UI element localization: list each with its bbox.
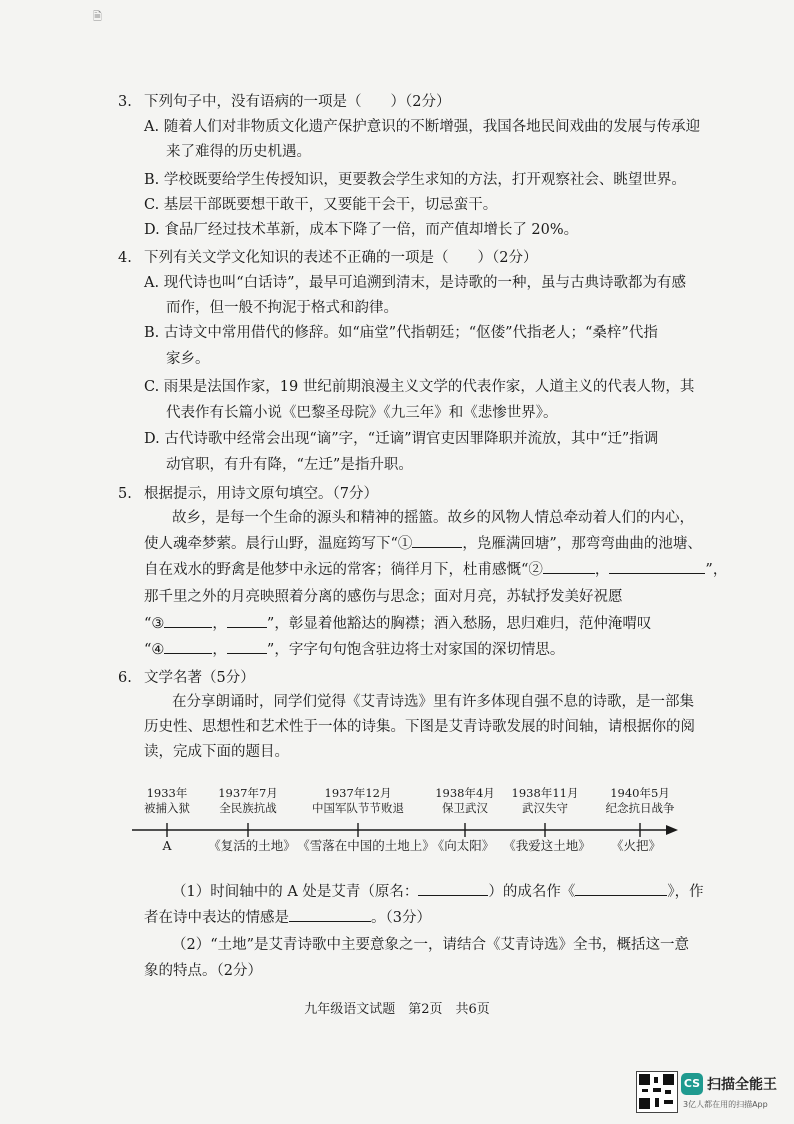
option-d: D. 古代诗歌中经常会出现“谪”字，“迁谪”谓官吏因罪降职并流放，其中“迁”指调: [144, 431, 659, 447]
option-a: A. 现代诗也叫“白话诗”，最早可追溯到清末，是诗歌的一种，虽与古典诗歌都为有感: [144, 275, 687, 291]
answer-blank-4b[interactable]: [227, 639, 267, 654]
timeline-work: A: [162, 838, 172, 853]
timeline-event: 1938年4月 保卫武汉: [435, 786, 495, 815]
passage-text: ”，彰显着他豁达的胸襟；酒入愁肠，思归难归，范仲淹喟叹: [266, 616, 652, 632]
camscanner-logo: CS: [681, 1073, 703, 1095]
passage-line: 那千里之外的月亮映照着分离的感伤与思念；面对月亮，苏轼抒发美好祝愿: [144, 589, 623, 605]
passage-text: ，凫雁满回塘”，那弯弯曲曲的池塘、: [462, 536, 702, 552]
passage-line: [144, 639, 564, 660]
passage-text: ，: [594, 562, 610, 578]
answer-blank-3a[interactable]: [164, 613, 212, 628]
passage-line: [144, 533, 702, 554]
timeline-event: 1937年12月 中国军队节节败退: [312, 786, 404, 815]
question-stem: 根据提示，用诗文原句填空。（7分）: [144, 486, 378, 502]
camscanner-tagline: 3亿人都在用的扫描App: [683, 1100, 768, 1109]
question-number: 6.: [118, 670, 132, 686]
question-stem: 下列有关文学文化知识的表述不正确的一项是（ ）（2分）: [144, 250, 538, 266]
question-number: 5.: [118, 486, 132, 502]
option-a-cont: 来了难得的历史机遇。: [166, 144, 311, 160]
sub-question-text: 》，作: [667, 884, 704, 900]
sub-question-1: [172, 881, 704, 902]
answer-blank-2a[interactable]: [543, 559, 595, 574]
timeline-work: 《火把》: [610, 838, 662, 853]
option-d-cont: 动官职，有升有降，“左迁”是指升职。: [166, 457, 413, 473]
passage-text: 自在戏水的野禽是他梦中永远的常客；徜徉月下，杜甫感慨“②: [144, 562, 543, 578]
answer-blank-2b[interactable]: [609, 559, 705, 574]
passage-text: ，: [212, 642, 227, 658]
answer-blank-emotion[interactable]: [289, 907, 371, 922]
passage-text: ”，: [705, 562, 728, 578]
passage-text: “④: [144, 642, 165, 658]
timeline-work: 《复活的土地》: [208, 838, 296, 853]
answer-blank-name[interactable]: [418, 881, 488, 896]
passage-line: [144, 613, 651, 634]
timeline-event: 1933年 被捕入狱: [144, 786, 190, 815]
sub-question-text: 者在诗中表达的情感是: [144, 910, 289, 926]
sub-question-1-cont: [144, 907, 431, 928]
page-footer: 九年级语文试题 第2页 共6页: [304, 1002, 490, 1017]
option-a: A. 随着人们对非物质文化遗产保护意识的不断增强，我国各地民间戏曲的发展与传承迎: [144, 119, 701, 135]
option-b-cont: 家乡。: [166, 351, 210, 367]
question-number: 4.: [118, 250, 132, 266]
passage-line: 故乡，是每一个生命的源头和精神的摇篮。故乡的风物人情总牵动着人们的内心，: [172, 510, 694, 526]
answer-blank-3b[interactable]: [227, 613, 267, 628]
option-c: C. 雨果是法国作家，19 世纪前期浪漫主义文学的代表作家，人道主义的代表人物，其: [144, 379, 695, 395]
timeline-work: 《我爱这土地》: [503, 838, 591, 853]
sub-question-2-cont: 象的特点。（2分）: [144, 963, 262, 979]
option-b: B. 古诗文中常用借代的修辞。如“庙堂”代指朝廷；“伛偻”代指老人；“桑梓”代指: [144, 325, 658, 341]
passage-line: 读，完成下面的题目。: [144, 744, 289, 760]
question-stem: 下列句子中，没有语病的一项是（ ）（2分）: [144, 94, 451, 110]
sub-question-text: （1）时间轴中的 A 处是艾青（原名：: [172, 884, 419, 900]
answer-blank-title[interactable]: [575, 881, 667, 896]
passage-line: 历史性、思想性和艺术性于一体的诗集。下图是艾青诗歌发展的时间轴，请根据你的阅: [144, 719, 695, 735]
passage-text: “③: [144, 616, 165, 632]
option-b: B. 学校既要给学生传授知识，更要教会学生求知的方法，打开观察社会、眺望世界。: [144, 172, 686, 188]
camscanner-name: 扫描全能王: [707, 1077, 777, 1093]
timeline-event: 1937年7月 全民族抗战: [218, 786, 278, 815]
option-c-cont: 代表作有长篇小说《巴黎圣母院》《九三年》和《悲惨世界》。: [166, 405, 558, 421]
timeline-event: 1938年11月 武汉失守: [511, 786, 579, 815]
qr-code-icon: [636, 1071, 678, 1113]
corner-scan-mark: 🗎: [93, 10, 102, 23]
option-d: D. 食品厂经过技术革新，成本下降了一倍，而产值却增长了 20%。: [144, 222, 579, 238]
answer-blank-4a[interactable]: [164, 639, 212, 654]
passage-text: ，: [212, 616, 227, 632]
option-c: C. 基层干部既要想干敢干，又要能干会干，切忌蛮干。: [144, 197, 498, 213]
timeline-event: 1940年5月 纪念抗日战争: [605, 786, 675, 815]
passage-line: 在分享朗诵时，同学们觉得《艾青诗选》里有许多体现自强不息的诗歌，是一部集: [172, 694, 694, 710]
timeline-work: 《雪落在中国的土地上》: [297, 838, 435, 853]
question-stem: 文学名著（5分）: [144, 670, 255, 686]
timeline-arrow-icon: [666, 825, 678, 835]
passage-text: 使人魂牵梦萦。晨行山野，温庭筠写下“①: [144, 536, 413, 552]
passage-line: [144, 559, 727, 580]
sub-question-text: 。（3分）: [371, 910, 431, 926]
timeline-work: 《向太阳》: [431, 838, 495, 853]
option-a-cont: 而作，但一般不拘泥于格式和韵律。: [166, 300, 398, 316]
question-number: 3.: [118, 94, 132, 110]
sub-question-text: ）的成名作《: [488, 884, 576, 900]
passage-text: ”，字字句句饱含驻边将士对家国的深切情思。: [266, 642, 565, 658]
answer-blank-1[interactable]: [412, 533, 462, 548]
sub-question-2: （2）“土地”是艾青诗歌中主要意象之一，请结合《艾青诗选》全书，概括这一意: [172, 937, 690, 953]
